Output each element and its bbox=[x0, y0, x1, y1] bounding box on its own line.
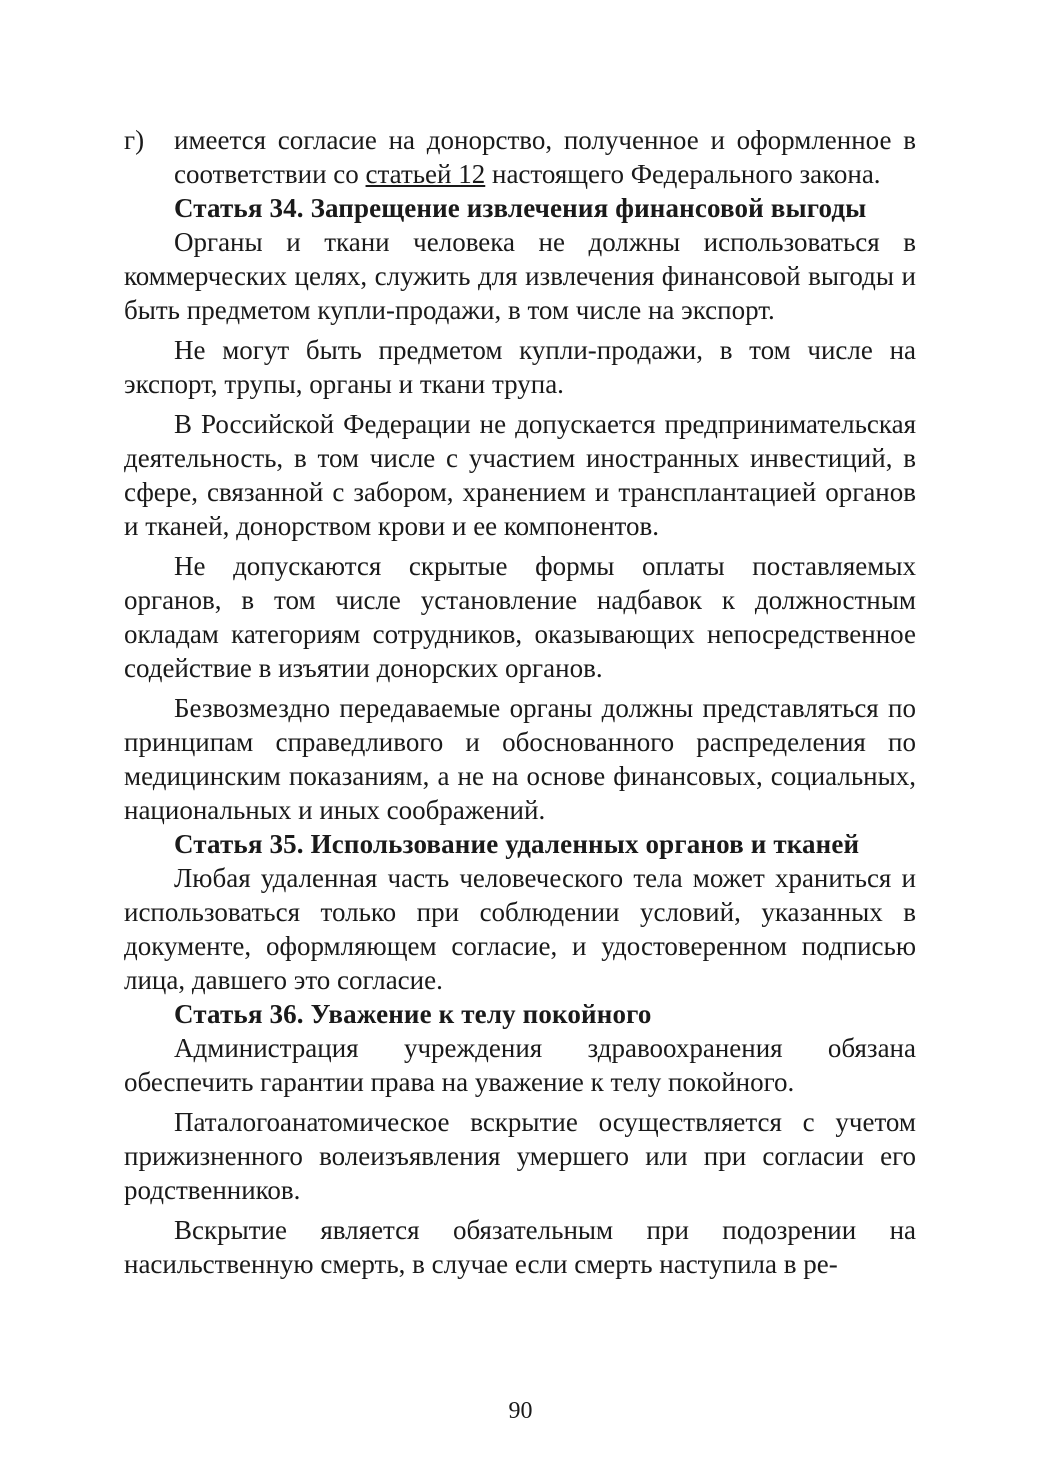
list-item-g bbox=[124, 123, 916, 191]
article-36-paragraph-3: Вскрытие является обязательным при подозрении на насильственную смерть, в случае если смерть наступила в ре- bbox=[124, 1215, 916, 1279]
article-34-heading: Статья 34. Запрещение извлечения финансовой выгоды bbox=[174, 193, 867, 223]
article-34-paragraph-1: Органы и ткани человека не должны использоваться в коммерческих целях, служить для извлечения финансовой выгоды и быть предметом купли-продажи, в том числе на экспорт. bbox=[124, 227, 916, 325]
list-marker: г) bbox=[124, 125, 145, 155]
article-34-paragraph-3: В Российской Федерации не допускается предпринимательская деятельность, в том числе с участием иностранных инвестиций, в сфере, связанной с забором, хранением и трансплантацией органов и тканей, донорством крови и ее компонентов. bbox=[124, 409, 916, 541]
article-12-link[interactable]: статьей 12 bbox=[365, 159, 486, 189]
list-item-text-before: имеется согласие на донорство, полученное и оформленное в соответствии со bbox=[174, 125, 916, 189]
article-34-paragraph-2: Не могут быть предметом купли-продажи, в том числе на экспорт, трупы, органы и ткани трупа. bbox=[124, 335, 916, 399]
article-36-heading: Статья 36. Уважение к телу покойного bbox=[174, 999, 652, 1029]
article-35-heading: Статья 35. Использование удаленных органов и тканей bbox=[174, 829, 860, 859]
page-number: 90 bbox=[508, 1398, 533, 1424]
article-34-paragraph-5: Безвозмездно передаваемые органы должны представляться по принципам справедливого и обоснованного распределения по медицинским показаниям, а не на основе финансовых, социальных, национальных и иных соображений. bbox=[124, 693, 916, 825]
article-36-paragraph-1: Администрация учреждения здравоохранения обязана обеспечить гарантии права на уважение к телу покойного. bbox=[124, 1033, 916, 1097]
article-34-paragraph-4: Не допускаются скрытые формы оплаты поставляемых органов, в том числе установление надбавок к должностным окладам категориям сотрудников, оказывающих непосредственное содействие в изъятии донорских органов. bbox=[124, 551, 916, 683]
page-body bbox=[124, 123, 916, 1281]
article-36-paragraph-2: Паталогоанатомическое вскрытие осуществляется с учетом прижизненного волеизъявления умершего или при согласии его родственников. bbox=[124, 1107, 916, 1205]
article-35-paragraph-1: Любая удаленная часть человеческого тела может храниться и использоваться только при соблюдении условий, указанных в документе, оформляющем согласие, и удостоверенном подписью лица, давшего это согласие. bbox=[124, 863, 916, 995]
list-item-text-after: настоящего Федерального закона. bbox=[485, 159, 881, 189]
